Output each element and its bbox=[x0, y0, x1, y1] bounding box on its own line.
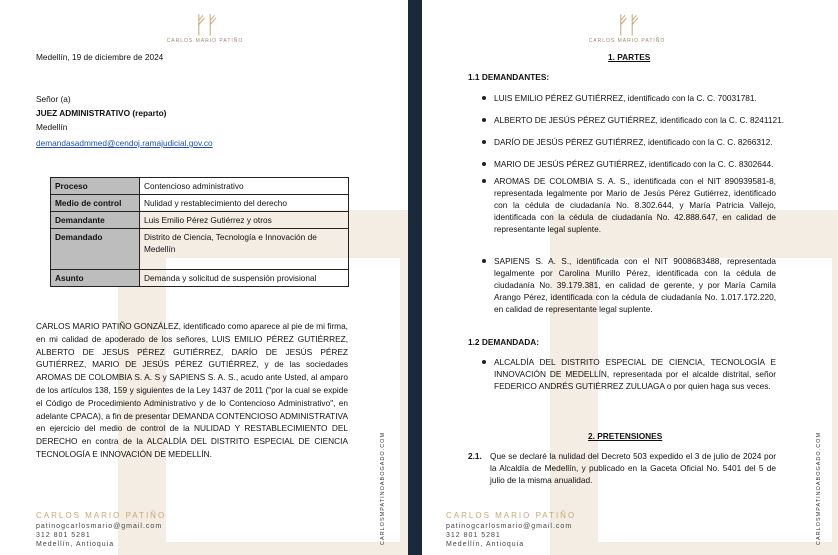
table-value: Luis Emilio Pérez Gutiérrez y otros bbox=[140, 212, 349, 229]
bullet-icon bbox=[482, 360, 486, 364]
footer-website: CARLOSMPATINOABOGADO.COM bbox=[816, 431, 822, 545]
list-item: AROMAS DE COLOMBIA S. A. S., identificada con el NIT 890939581-8, representada legalmente por Mario de Jesús Pérez Gutiérrez, identificado con la cédula de ciudadanía No. 8.302.644, y María Patricia Vallejo, identificada con la cédula de ciudadanía No. 42.888.647, en calidad de representante legal suplente. bbox=[494, 176, 776, 234]
table-value: Distrito de Ciencia, Tecnología e Innovación de Medellín bbox=[140, 229, 349, 270]
footer bbox=[36, 510, 166, 549]
section-title-pretensiones: 2. PRETENSIONES bbox=[588, 431, 663, 441]
recipient: JUEZ ADMINISTRATIVO (reparto) bbox=[36, 108, 167, 118]
logo-name: CARLOS MARIO PATIÑO bbox=[588, 38, 666, 44]
bullet-icon bbox=[482, 140, 486, 144]
salutation: Señor (a) bbox=[36, 94, 71, 104]
bullet-icon bbox=[482, 179, 486, 183]
footer-name: CARLOS MARIO PATIÑO bbox=[36, 511, 167, 520]
table-label: Medio de control bbox=[51, 195, 140, 212]
bullet-icon bbox=[482, 162, 486, 166]
footer-email: patinogcarlosmario@gmail.com bbox=[36, 523, 163, 530]
case-info-table bbox=[50, 177, 349, 287]
subsection-demandada: 1.2 DEMANDADA: bbox=[468, 337, 539, 347]
bullet-icon bbox=[482, 259, 486, 263]
table-row bbox=[51, 212, 349, 229]
pretension-number: 2.1. bbox=[468, 451, 482, 461]
table-value: Demanda y solicitud de suspensión provisional bbox=[140, 270, 349, 287]
recipient-email-link[interactable]: demandasadmmed@cendoj.ramajudicial.gov.co bbox=[36, 138, 213, 148]
bullet-icon bbox=[482, 96, 486, 100]
footer bbox=[446, 510, 576, 549]
footer-city: Medellín, Antioquia bbox=[446, 541, 525, 548]
table-label: Asunto bbox=[51, 270, 140, 287]
list-item: DARÍO DE JESÚS PÉREZ GUTIÉRREZ, identificado con la C. C. 8266312. bbox=[494, 137, 773, 147]
table-row bbox=[51, 229, 349, 270]
body-paragraph: CARLOS MARIO PATIÑO GONZÁLEZ, identificado como aparece al pie de mi firma, en mi calidad de apoderado de los señores, LUIS EMILIO PÉREZ GUTIÉRREZ, ALBERTO DE JESUS PÉREZ GUTIÉRREZ, DARÍO DE JESÚS PÉREZ GUTIÉRREZ, MARIO DE JESÚS PÉREZ GUTIÉRREZ, y de las sociedades AROMAS DE COLOMBIA S. A. S y SAPIENS S. A. S., acudo ante Usted, al amparo de los artículos 138, 159 y siguientes de la Ley 1437 de 2011 ("por la cual se expide el Código de Procedimiento Administrativo y de lo Contencioso Administrativo", en adelante CPACA), a fin de presentar DEMANDA CONTENCIOSO ADMINISTRATIVA en ejercicio del medio de control de la NULIDAD Y RESTABLECIMIENTO DEL DERECHO en contra de la ALCALDÍA DEL DISTRITO ESPECIAL DE CIENCIA TECNOLOGÍA E INNOVACIÓN DE MEDELLÍN. bbox=[36, 321, 348, 459]
list-item: SAPIENS S. A. S., identificada con el NIT 9008683488, representada legalmente por Carolina Murillo Pérez, identificada con la cédula de ciudadanía No. 39.179.381, en calidad de gerente, y por María Camila Arango Pérez, identificada con la cédula de ciudadanía No. 1.017.172.220, en calidad de representante legal suplente. bbox=[494, 256, 776, 314]
logo bbox=[140, 14, 270, 44]
table-row bbox=[51, 195, 349, 212]
table-row bbox=[51, 270, 349, 287]
letter-date: Medellín, 19 de diciembre de 2024 bbox=[36, 52, 164, 62]
footer-phone: 312 801 5281 bbox=[446, 532, 501, 539]
logo-mark-icon: ᚠᚠ bbox=[193, 13, 217, 39]
footer-name: CARLOS MARIO PATIÑO bbox=[446, 511, 577, 520]
table-value: Nulidad y restablecimiento del derecho bbox=[140, 195, 349, 212]
footer-phone: 312 801 5281 bbox=[36, 532, 91, 539]
logo-name: CARLOS MARIO PATIÑO bbox=[166, 38, 244, 44]
logo-mark-icon: ᚠᚠ bbox=[615, 13, 639, 39]
table-value: Contencioso administrativo bbox=[140, 178, 349, 195]
footer-city: Medellín, Antioquia bbox=[36, 541, 115, 548]
document-page-right bbox=[422, 0, 838, 555]
subsection-demandantes: 1.1 DEMANDANTES: bbox=[468, 72, 550, 82]
recipient-city: Medellín bbox=[36, 122, 68, 132]
table-label: Proceso bbox=[51, 178, 140, 195]
page-divider bbox=[408, 0, 422, 555]
document-page-left bbox=[0, 0, 408, 555]
logo bbox=[562, 14, 692, 44]
list-item: ALCALDÍA DEL DISTRITO ESPECIAL DE CIENCIA, TECNOLOGÍA E INNOVACIÓN DE MEDELLÍN, representada por el alcalde distrital, señor FEDERICO ANDRÉS GUTIÉRREZ ZULUAGA o por quien haga sus veces. bbox=[494, 357, 776, 391]
section-title-partes: 1. PARTES bbox=[608, 52, 651, 62]
list-item: MARIO DE JESÚS PÉREZ GUTIÉRREZ, identificado con la C. C. 8302644. bbox=[494, 159, 774, 169]
bullet-icon bbox=[482, 118, 486, 122]
list-item: LUIS EMILIO PÉREZ GUTIÉRREZ, identificado con la C. C. 70031781. bbox=[494, 93, 757, 103]
table-row bbox=[51, 178, 349, 195]
table-label: Demandante bbox=[51, 212, 140, 229]
footer-website: CARLOSMPATINOABOGADO.COM bbox=[380, 431, 386, 545]
pretension-text: Que se declaré la nulidad del Decreto 503 expedido el 3 de julio de 2024 por la Alcaldía de Medellín, y publicado en la Gaceta Oficial No. 5401 del 5 de julio de la misma anualidad. bbox=[490, 451, 776, 485]
table-label: Demandado bbox=[51, 229, 140, 270]
footer-email: patinogcarlosmario@gmail.com bbox=[446, 523, 573, 530]
list-item: ALBERTO DE JESÚS PÉREZ GUTIÉRREZ, identificado con la C. C. 8241121. bbox=[494, 115, 785, 125]
